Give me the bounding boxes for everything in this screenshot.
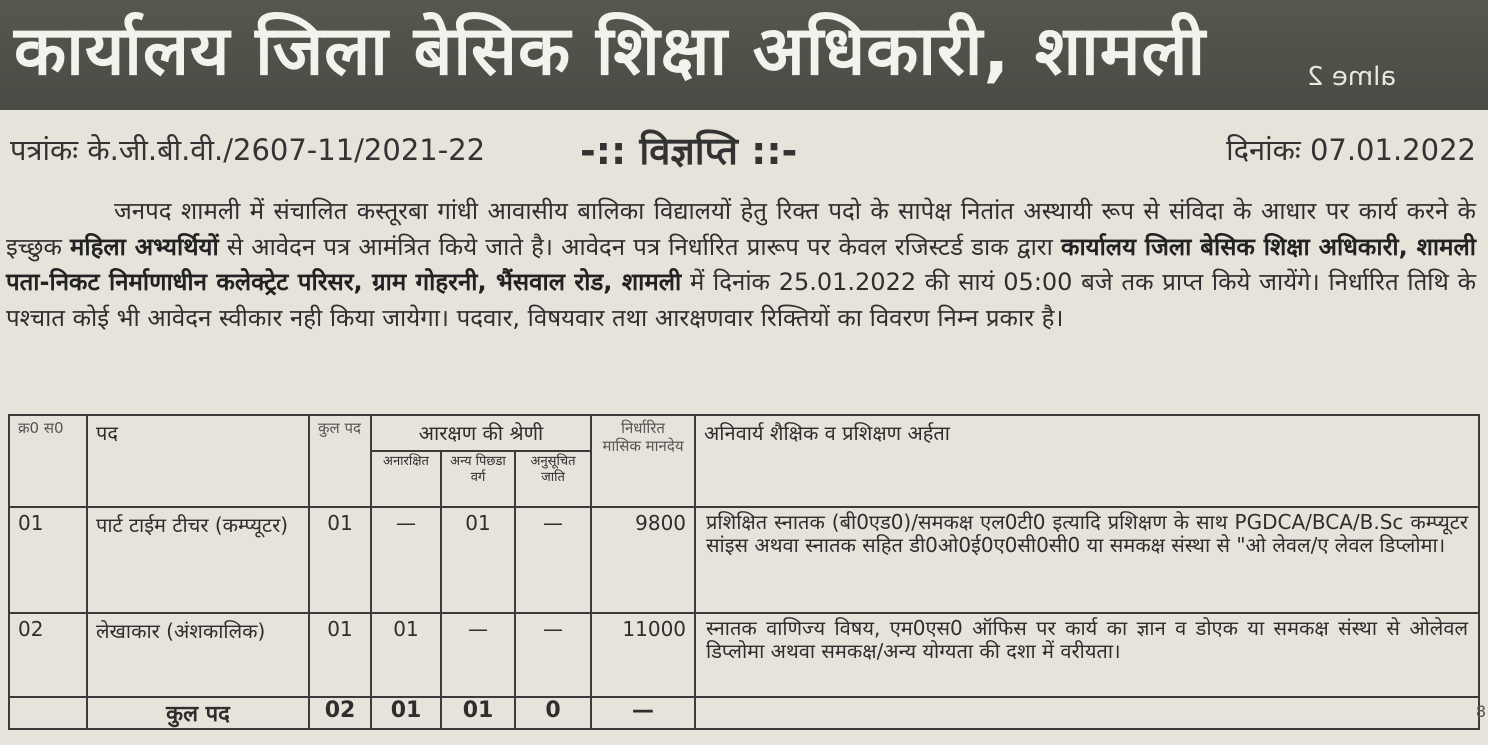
col-sno: क्र0 स0 xyxy=(9,415,87,507)
reference-number: पत्रांकः के.जी.बी.वी./2607-11/2021-22 xyxy=(10,133,486,167)
office-banner xyxy=(0,0,1488,110)
total-obc: 01 xyxy=(441,697,515,729)
vacancy-table xyxy=(8,414,1480,730)
col-post: पद xyxy=(87,415,309,507)
notice-bold-1: महिला अभ्यर्थियों xyxy=(70,232,219,261)
edge-mark: 8 xyxy=(1475,702,1486,721)
notice-text-3: में दिनांक 25.01.2022 की सायं 05:00 बजे तक प्राप्त किये जायेंगे। निर्धारित तिथि के पश्चात कोई भी आवेदन स्वीकार नही किया जायेगा। पदवार, विषयवार तथा आरक्षणवार रिक्तियों का विवरण निम्न प्रकार है। xyxy=(6,268,1477,332)
col-qualification: अनिवार्य शैक्षिक व प्रशिक्षण अर्हता xyxy=(695,415,1479,507)
bleed-through-text: alme 2 xyxy=(1306,62,1396,92)
col-general: अनारक्षित xyxy=(371,451,441,507)
row-qualification: प्रशिक्षित स्नातक (बी0एड0)/समकक्ष एल0टी0 इत्यादि प्रशिक्षण के साथ PGDCA/BCA/B.Sc कम्प्यूटर सांइस अथवा स्नातक सहित डी0ओ0ई0ए0सी0सी0 या समकक्ष संस्था से "ओ लेवल/ए लेवल डिप्लोमा। xyxy=(695,507,1479,613)
row-obc: — xyxy=(441,613,515,697)
total-sc: 0 xyxy=(515,697,591,729)
row-sc: — xyxy=(515,507,591,613)
row-salary: 11000 xyxy=(591,613,695,697)
col-total: कुल पद xyxy=(309,415,371,507)
col-reservation: आरक्षण की श्रेणी xyxy=(371,415,591,451)
notice-text-1: जनपद शामली में संचालित कस्तूरबा गांधी आवासीय बालिका विद्यालयों हेतु रिक्त पदो के सापेक्ष नितांत अस्थायी रूप से संविदा के आधार पर कार्य करने के इच्छुक xyxy=(6,197,1476,261)
office-title: कार्यालय जिला बेसिक शिक्षा अधिकारी, शामली xyxy=(14,12,1207,91)
row-general: — xyxy=(371,507,441,613)
col-sc: अनुसूचित जाति xyxy=(515,451,591,507)
notice-heading: -:: विज्ञप्ति ::- xyxy=(580,129,798,173)
table-row xyxy=(9,507,1479,613)
row-general: 01 xyxy=(371,613,441,697)
total-general: 01 xyxy=(371,697,441,729)
notice-date: दिनांकः 07.01.2022 xyxy=(1226,133,1476,167)
col-salary: निर्धारित मासिक मानदेय xyxy=(591,415,695,507)
row-salary: 9800 xyxy=(591,507,695,613)
total-salary: — xyxy=(591,697,695,729)
total-row xyxy=(9,697,1479,729)
notice-paragraph xyxy=(6,194,1476,336)
row-total: 01 xyxy=(309,507,371,613)
row-qualification: स्नातक वाणिज्य विषय, एम0एस0 ऑफिस पर कार्य का ज्ञान व डोएक या समकक्ष संस्था से ओलेवल डिप्लोमा अथवा समकक्ष/अन्य योग्यता की दशा में वरीयता। xyxy=(695,613,1479,697)
table-row xyxy=(9,613,1479,697)
total-label: कुल पद xyxy=(87,697,309,729)
notice-bold-2: कार्यालय जिला बेसिक शिक्षा अधिकारी, शामली पता-निकट निर्माणाधीन कलेक्ट्रेट परिसर, ग्राम गोहरनी, भैंसवाल रोड, शामली xyxy=(6,232,1476,296)
row-sno: 02 xyxy=(9,613,87,697)
row-obc: 01 xyxy=(441,507,515,613)
row-sno: 01 xyxy=(9,507,87,613)
total-posts: 02 xyxy=(309,697,371,729)
row-total: 01 xyxy=(309,613,371,697)
col-obc: अन्य पिछडा वर्ग xyxy=(441,451,515,507)
notice-text-2: से आवेदन पत्र आमंत्रित किये जाते है। आवेदन पत्र निर्धारित प्रारूप पर केवल रजिस्टर्ड डाक द्वारा xyxy=(218,232,1062,261)
row-post: लेखाकार (अंशकालिक) xyxy=(87,613,309,697)
row-sc: — xyxy=(515,613,591,697)
row-post: पार्ट टाईम टीचर (कम्प्यूटर) xyxy=(87,507,309,613)
